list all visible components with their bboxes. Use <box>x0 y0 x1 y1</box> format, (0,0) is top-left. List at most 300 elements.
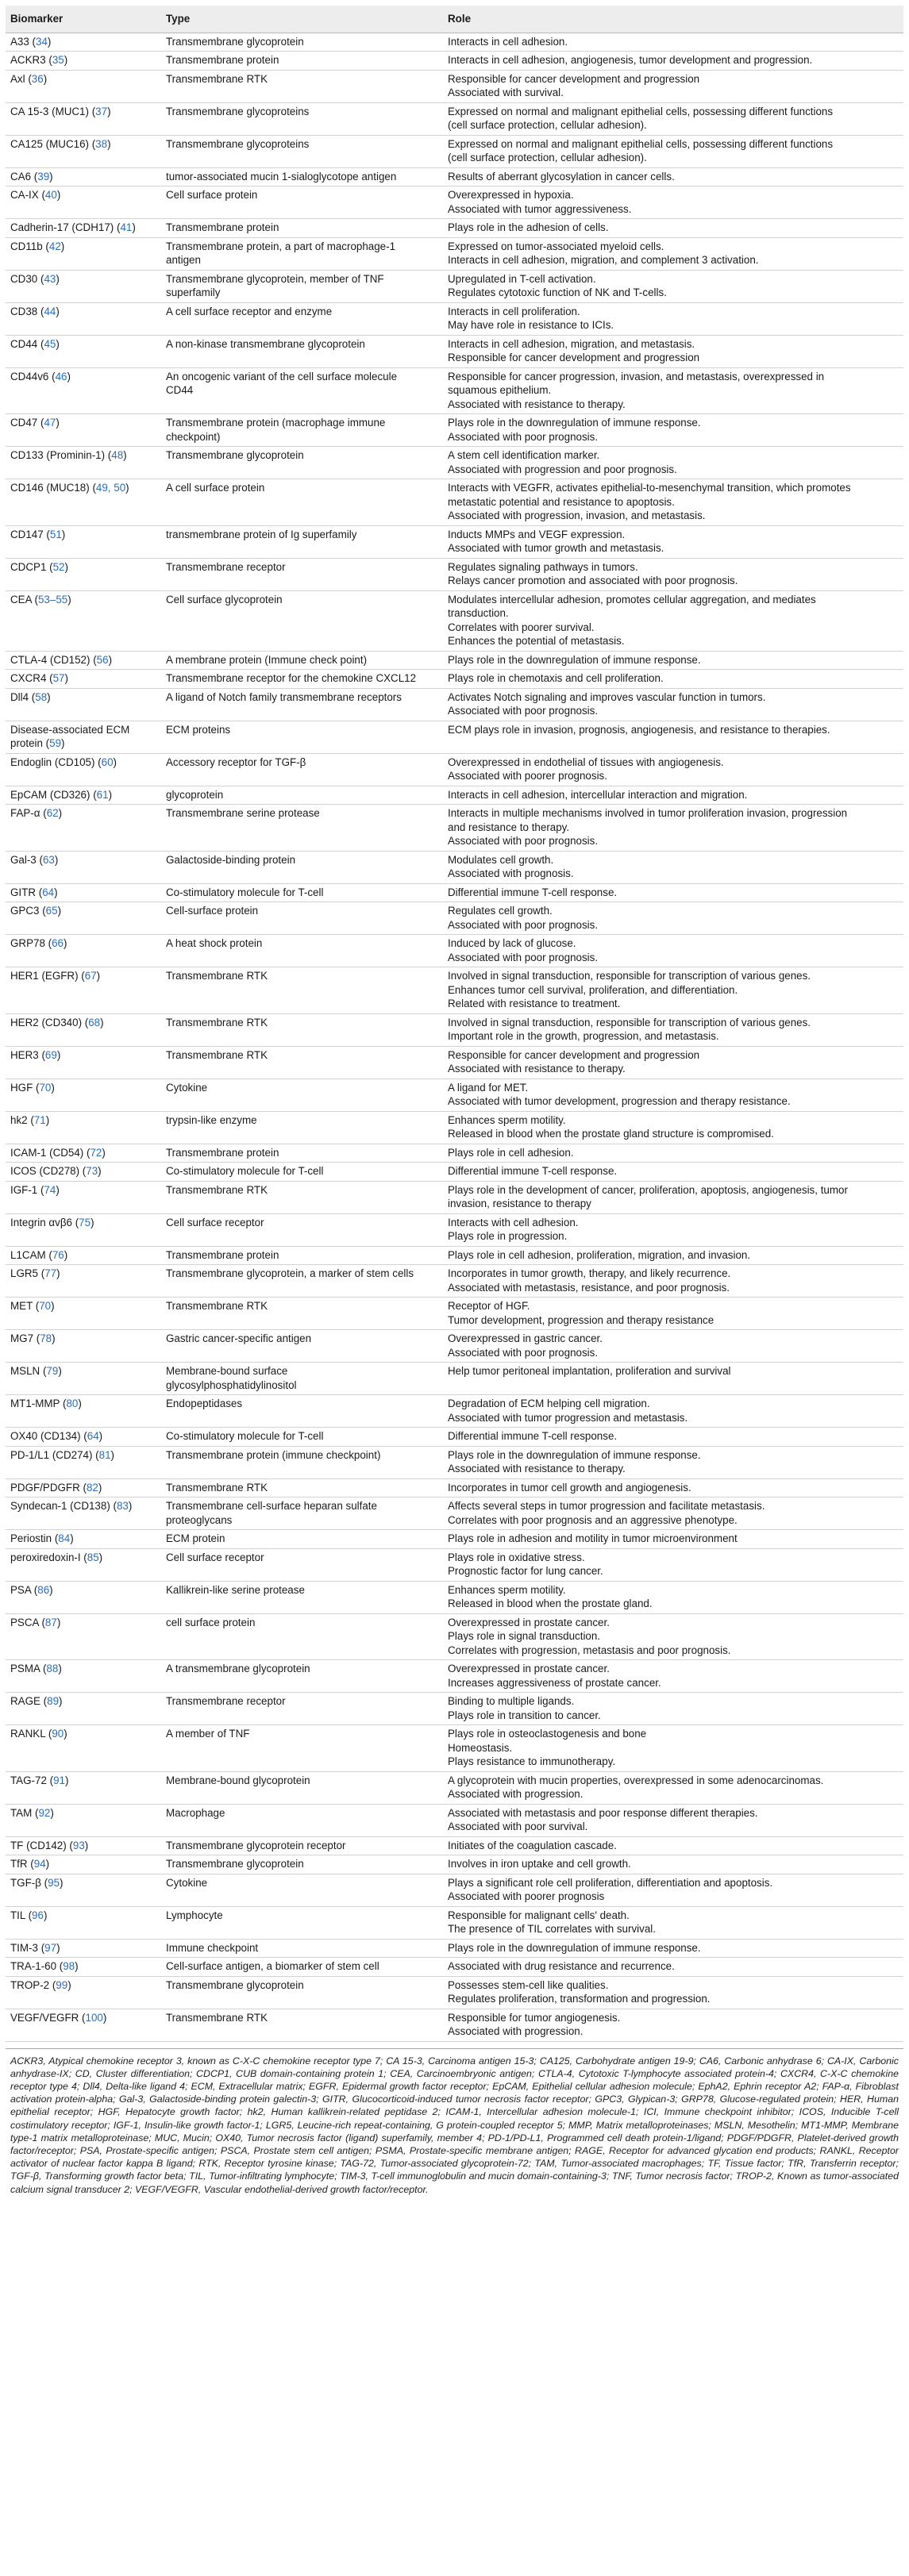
role-cell <box>443 670 903 689</box>
role-cell <box>443 1395 903 1428</box>
biomarker-table <box>6 6 903 2042</box>
biomarker-name-line: GPC3 (65) <box>10 905 62 917</box>
reference-link[interactable]: 64 <box>87 1430 99 1442</box>
reference-link[interactable]: 46 <box>55 370 67 383</box>
biomarker-cell <box>6 525 161 558</box>
biomarker-name-continued: protein <box>10 737 43 749</box>
biomarker-name-line: EpCAM (CD326) (61) <box>10 788 113 801</box>
role-cell <box>443 1265 903 1298</box>
reference-link[interactable]: 52 <box>52 560 65 573</box>
reference-link[interactable]: 35 <box>52 54 64 66</box>
type-line: checkpoint) <box>166 430 221 443</box>
header-biomarker: Biomarker <box>6 6 161 33</box>
type-line: Transmembrane RTK <box>166 1481 268 1494</box>
reference-link[interactable]: 97 <box>44 1941 57 1954</box>
role-line: Interacts in multiple mechanisms involved in tumor proliferation invasion, progression <box>448 807 848 819</box>
biomarker-name-line: Dll4 (58) <box>10 690 51 703</box>
biomarker-name-line: L1CAM (76) <box>10 1248 68 1261</box>
reference-link[interactable]: 70 <box>39 1300 52 1312</box>
biomarker-cell <box>6 1581 161 1613</box>
biomarker-cell <box>6 1836 161 1855</box>
table-row <box>6 1163 903 1182</box>
role-line: Plays role in oxidative stress. <box>448 1551 585 1563</box>
role-line: Interacts in cell adhesion, migration, and complement 3 activation. <box>448 254 759 266</box>
reference-link[interactable]: 89 <box>47 1695 60 1707</box>
table-row <box>6 102 903 135</box>
type-line: A cell surface protein <box>166 482 265 494</box>
table-row <box>6 1144 903 1163</box>
reference-link[interactable]: 70 <box>39 1081 52 1094</box>
role-line: Released in blood when the prostate gland structure is compromised. <box>448 1128 774 1140</box>
biomarker-name: PDGF/PDGFR <box>10 1481 80 1494</box>
role-line: Plays role in osteoclastogenesis and bone <box>448 1728 647 1740</box>
table-row <box>6 1874 903 1906</box>
type-line: Co-stimulatory molecule for T-cell <box>166 1165 324 1177</box>
role-cell <box>443 186 903 219</box>
biomarker-name-line: CA 15-3 (MUC1) (37) <box>10 105 111 117</box>
type-cell <box>161 1246 443 1265</box>
biomarker-cell <box>6 102 161 135</box>
biomarker-name: OX40 (CD134) <box>10 1430 81 1442</box>
type-line: Cell surface glycoprotein <box>166 593 283 606</box>
role-line: Plays role in progression. <box>448 1230 568 1242</box>
reference-link[interactable]: 69 <box>44 1048 57 1061</box>
biomarker-cell <box>6 1613 161 1660</box>
role-line: Correlates with poor prognosis and an aggressive phenotype. <box>448 1513 738 1526</box>
biomarker-name: CA125 (MUC16) <box>10 137 89 150</box>
reference-link[interactable]: 91 <box>53 1774 65 1786</box>
role-line: invasion, resistance to therapy <box>448 1198 591 1209</box>
reference-link[interactable]: 98 <box>63 1960 75 1972</box>
reference-link[interactable]: 37 <box>95 105 108 117</box>
biomarker-name: GPC3 <box>10 905 40 917</box>
type-line: A membrane protein (Immune check point) <box>166 653 368 666</box>
role-line: Related with resistance to treatment. <box>448 998 621 1009</box>
type-line: CD44 <box>166 384 194 396</box>
type-line: Immune checkpoint <box>166 1941 259 1954</box>
type-cell <box>161 1298 443 1330</box>
reference-link[interactable]: 60 <box>101 755 114 768</box>
reference-link[interactable]: 49, 50 <box>95 482 126 494</box>
reference-link[interactable]: 58 <box>35 690 48 703</box>
type-line: glycoprotein <box>166 788 224 801</box>
table-row <box>6 558 903 590</box>
biomarker-cell <box>6 1771 161 1804</box>
type-cell <box>161 219 443 238</box>
role-cell <box>443 525 903 558</box>
reference-link[interactable]: 79 <box>46 1365 59 1377</box>
role-cell <box>443 102 903 135</box>
reference-link[interactable]: 42 <box>48 240 61 252</box>
reference-link[interactable]: 39 <box>37 170 50 183</box>
biomarker-name: Axl <box>10 72 25 85</box>
role-line: (cell surface protection, cellular adhesion). <box>448 152 647 163</box>
reference-link[interactable]: 82 <box>86 1481 98 1494</box>
type-line: antigen <box>166 254 201 266</box>
biomarker-name-line: PSA (86) <box>10 1583 53 1596</box>
type-cell <box>161 1725 443 1772</box>
biomarker-name-line: CD44 (45) <box>10 337 60 350</box>
reference-link[interactable]: 75 <box>79 1216 91 1228</box>
role-line: Upregulated in T-cell activation. <box>448 272 596 285</box>
type-cell <box>161 1213 443 1246</box>
role-cell <box>443 1213 903 1246</box>
reference-link[interactable]: 71 <box>33 1113 46 1126</box>
role-line: Associated with progression. <box>448 2025 584 2037</box>
role-line: Interacts in cell adhesion, migration, and metastasis. <box>448 337 695 350</box>
reference-link[interactable]: 38 <box>95 137 108 150</box>
reference-link[interactable]: 95 <box>48 1876 60 1889</box>
biomarker-cell <box>6 935 161 967</box>
table-row <box>6 1836 903 1855</box>
type-cell <box>161 851 443 883</box>
role-line: Plays role in transition to cancer. <box>448 1709 601 1721</box>
biomarker-cell <box>6 1548 161 1581</box>
reference-link[interactable]: 41 <box>120 221 133 233</box>
role-line: Associated with poor prognosis. <box>448 918 599 931</box>
biomarker-name: IGF-1 <box>10 1183 38 1196</box>
role-cell <box>443 447 903 479</box>
table-row <box>6 753 903 786</box>
biomarker-name-line: GITR (64) <box>10 886 58 898</box>
reference-link[interactable]: 84 <box>58 1532 71 1544</box>
biomarker-name-line: PSMA (88) <box>10 1663 62 1674</box>
biomarker-name-line: RAGE (89) <box>10 1695 63 1707</box>
type-line: Transmembrane receptor for the chemokine CXCL12 <box>166 672 417 684</box>
role-line: Responsible for malignant cells' death. <box>448 1909 630 1921</box>
table-row <box>6 805 903 852</box>
biomarker-name-line: CA6 (39) <box>10 170 53 183</box>
role-line: Associated with poor prognosis. <box>448 835 599 847</box>
role-line: Interacts in cell adhesion, intercellular interaction and migration. <box>448 788 748 801</box>
role-line: Degradation of ECM helping cell migration. <box>448 1398 650 1409</box>
table-row <box>6 1078 903 1111</box>
type-cell <box>161 590 443 651</box>
type-cell <box>161 2009 443 2041</box>
biomarker-name: Endoglin (CD105) <box>10 755 95 768</box>
role-line: Expressed on tumor-associated myeloid cells. <box>448 240 664 252</box>
type-cell <box>161 1498 443 1530</box>
table-row <box>6 186 903 219</box>
type-cell <box>161 721 443 753</box>
type-line: Transmembrane RTK <box>166 1016 268 1028</box>
biomarker-name: A33 <box>10 35 29 48</box>
biomarker-name-line: CTLA-4 (CD152) (56) <box>10 653 113 666</box>
type-cell <box>161 1958 443 1977</box>
biomarker-cell <box>6 1660 161 1693</box>
reference-link[interactable]: 99 <box>56 1978 68 1991</box>
role-line: transduction. <box>448 607 509 619</box>
table-row <box>6 1330 903 1363</box>
reference-link[interactable]: 76 <box>52 1248 64 1261</box>
type-line: cell surface protein <box>166 1616 256 1628</box>
reference-link[interactable]: 57 <box>52 672 65 684</box>
role-cell <box>443 721 903 753</box>
header-type: Type <box>161 6 443 33</box>
table-row <box>6 1958 903 1977</box>
role-line: Expressed on normal and malignant epithelial cells, possessing different functions <box>448 105 834 117</box>
reference-link[interactable]: 86 <box>37 1583 50 1596</box>
type-cell <box>161 525 443 558</box>
biomarker-name-line: Gal-3 (63) <box>10 853 59 866</box>
biomarker-cell <box>6 1395 161 1428</box>
reference-link[interactable]: 68 <box>88 1016 101 1028</box>
role-line: Associated with poor prognosis. <box>448 705 599 717</box>
reference-link[interactable]: 64 <box>42 886 55 898</box>
biomarker-name: CD11b <box>10 240 43 252</box>
role-cell <box>443 335 903 367</box>
role-line: Increases aggressiveness of prostate cancer. <box>448 1676 661 1689</box>
type-cell <box>161 1144 443 1163</box>
type-line: Membrane-bound glycoprotein <box>166 1774 310 1786</box>
biomarker-name: TRA-1-60 <box>10 1960 57 1972</box>
table-row <box>6 525 903 558</box>
biomarker-cell <box>6 1111 161 1144</box>
reference-link[interactable]: 90 <box>52 1728 64 1740</box>
type-line: Cell surface receptor <box>166 1216 264 1228</box>
reference-link[interactable]: 66 <box>52 937 64 949</box>
reference-link[interactable]: 43 <box>44 272 56 285</box>
biomarker-cell <box>6 1298 161 1330</box>
role-line: A glycoprotein with mucin properties, overexpressed in some adenocarcinomas. <box>448 1774 824 1786</box>
type-line: Transmembrane glycoproteins <box>166 105 310 117</box>
role-cell <box>443 883 903 902</box>
reference-link[interactable]: 93 <box>72 1839 85 1851</box>
type-line: Cell surface protein <box>166 189 258 201</box>
role-line: A stem cell identification marker. <box>448 449 600 461</box>
role-line: A ligand for MET. <box>448 1081 529 1094</box>
type-line: Transmembrane glycoprotein, member of TNF <box>166 272 384 285</box>
biomarker-name: L1CAM <box>10 1248 46 1261</box>
reference-link[interactable]: 72 <box>90 1146 102 1159</box>
type-cell <box>161 414 443 447</box>
role-cell <box>443 1771 903 1804</box>
biomarker-name-line: CD11b (42) <box>10 240 65 252</box>
table-row <box>6 1428 903 1447</box>
reference-link[interactable]: 81 <box>98 1448 111 1461</box>
biomarker-name-line: Cadherin-17 (CDH17) (41) <box>10 221 136 233</box>
role-line: Overexpressed in prostate cancer. <box>448 1663 610 1674</box>
reference-link[interactable]: 47 <box>44 417 56 429</box>
role-line: Inducts MMPs and VEGF expression. <box>448 528 626 540</box>
type-line: proteoglycans <box>166 1513 233 1526</box>
biomarker-name: RANKL <box>10 1728 46 1740</box>
role-cell <box>443 1111 903 1144</box>
reference-link[interactable]: 100 <box>85 2011 103 2024</box>
biomarker-name-line: protein (59) <box>10 737 65 749</box>
reference-link[interactable]: 88 <box>46 1663 59 1674</box>
type-line: Transmembrane protein <box>166 221 279 233</box>
reference-link[interactable]: 87 <box>44 1616 57 1628</box>
biomarker-name-line: VEGF/VEGFR (100) <box>10 2011 107 2024</box>
biomarker-name: HGF <box>10 1081 33 1094</box>
role-line: The presence of TIL correlates with survival. <box>448 1923 656 1935</box>
biomarker-name: CA6 <box>10 170 32 183</box>
table-row <box>6 688 903 721</box>
reference-link[interactable]: 40 <box>44 189 57 201</box>
role-line: Enhances tumor cell survival, proliferation, and differentiation. <box>448 983 738 996</box>
reference-link[interactable]: 56 <box>96 653 109 666</box>
biomarker-name: EpCAM (CD326) <box>10 788 91 801</box>
biomarker-cell <box>6 1246 161 1265</box>
table-row <box>6 1855 903 1874</box>
reference-link[interactable]: 80 <box>66 1398 79 1409</box>
biomarker-name-line: peroxiredoxin-I (85) <box>10 1551 103 1563</box>
role-line: Important role in the growth, progression, and metastasis. <box>448 1030 719 1042</box>
type-cell <box>161 447 443 479</box>
role-line: Overexpressed in gastric cancer. <box>448 1332 603 1344</box>
type-line: Macrophage <box>166 1806 225 1819</box>
reference-link[interactable]: 85 <box>87 1551 99 1563</box>
biomarker-name-line: TROP-2 (99) <box>10 1978 71 1991</box>
table-row <box>6 1246 903 1265</box>
role-line: Relays cancer promotion and associated with poor prognosis. <box>448 575 738 586</box>
role-line: Affects several steps in tumor progression and facilitate metastasis. <box>448 1500 765 1512</box>
reference-link[interactable]: 44 <box>44 305 56 317</box>
biomarker-name-line: Endoglin (CD105) (60) <box>10 755 117 768</box>
reference-link[interactable]: 62 <box>46 807 59 819</box>
biomarker-name: CD44v6 <box>10 370 49 383</box>
reference-link[interactable]: 53–55 <box>37 593 68 606</box>
role-line: squamous epithelium. <box>448 384 552 396</box>
biomarker-cell <box>6 1013 161 1046</box>
role-line: Associated with progression. <box>448 1788 584 1800</box>
type-cell <box>161 883 443 902</box>
type-line: A transmembrane glycoprotein <box>166 1663 310 1674</box>
table-row <box>6 219 903 238</box>
biomarker-cell <box>6 670 161 689</box>
reference-link[interactable]: 51 <box>49 528 62 540</box>
role-cell <box>443 1144 903 1163</box>
type-cell <box>161 1428 443 1447</box>
role-line: Associated with tumor growth and metastasis. <box>448 542 664 554</box>
biomarker-name: TAM <box>10 1806 33 1819</box>
type-cell <box>161 1395 443 1428</box>
reference-link[interactable]: 77 <box>44 1267 57 1279</box>
role-line: Responsible for cancer development and progression <box>448 72 700 85</box>
type-line: trypsin-like enzyme <box>166 1113 257 1126</box>
role-cell <box>443 1939 903 1958</box>
type-cell <box>161 479 443 526</box>
reference-link[interactable]: 78 <box>40 1332 52 1344</box>
role-line: Initiates of the coagulation cascade. <box>448 1839 617 1851</box>
type-cell <box>161 1265 443 1298</box>
reference-link[interactable]: 34 <box>36 35 48 48</box>
role-line: Prognostic factor for lung cancer. <box>448 1565 603 1577</box>
biomarker-cell <box>6 335 161 367</box>
biomarker-cell <box>6 1804 161 1836</box>
table-row <box>6 367 903 414</box>
biomarker-cell <box>6 1958 161 1977</box>
biomarker-name-line: HER2 (CD340) (68) <box>10 1016 104 1028</box>
role-cell <box>443 1660 903 1693</box>
biomarker-name-line: ICAM-1 (CD54) (72) <box>10 1146 106 1159</box>
reference-link[interactable]: 61 <box>96 788 109 801</box>
biomarker-name: FAP-α <box>10 807 40 819</box>
biomarker-name-line: IGF-1 (74) <box>10 1183 60 1196</box>
role-cell <box>443 1498 903 1530</box>
biomarker-cell <box>6 414 161 447</box>
role-cell <box>443 1298 903 1330</box>
biomarker-name-line: ICOS (CD278) (73) <box>10 1165 102 1177</box>
role-cell <box>443 1163 903 1182</box>
type-line: Transmembrane protein <box>166 1146 279 1159</box>
biomarker-name-line: GRP78 (66) <box>10 937 67 949</box>
role-line: Associated with poor prognosis. <box>448 430 599 443</box>
type-line: Cell surface receptor <box>166 1551 264 1563</box>
reference-link[interactable]: 45 <box>44 337 56 350</box>
role-cell <box>443 1613 903 1660</box>
biomarker-cell <box>6 805 161 852</box>
type-line: transmembrane protein of Ig superfamily <box>166 528 357 540</box>
reference-link[interactable]: 59 <box>49 737 62 749</box>
biomarker-name-line: hk2 (71) <box>10 1113 50 1126</box>
reference-link[interactable]: 36 <box>31 72 44 85</box>
reference-link[interactable]: 74 <box>44 1183 56 1196</box>
role-cell <box>443 1874 903 1906</box>
role-line: and resistance to therapy. <box>448 821 570 833</box>
role-cell <box>443 367 903 414</box>
table-row <box>6 52 903 71</box>
biomarker-cell <box>6 902 161 935</box>
reference-link[interactable]: 73 <box>86 1165 98 1177</box>
role-line: Plays role in the downregulation of immune response. <box>448 1941 701 1954</box>
role-line: Plays role in the downregulation of immune response. <box>448 653 701 666</box>
table-row <box>6 1013 903 1046</box>
type-line: Transmembrane RTK <box>166 1183 268 1196</box>
reference-link[interactable]: 63 <box>42 853 55 866</box>
role-line: Associated with resistance to therapy. <box>448 1063 626 1075</box>
role-cell <box>443 479 903 526</box>
biomarker-name: Syndecan-1 (CD138) <box>10 1500 110 1512</box>
biomarker-cell <box>6 52 161 71</box>
reference-link[interactable]: 83 <box>116 1500 129 1512</box>
reference-link[interactable]: 48 <box>111 449 124 461</box>
reference-link[interactable]: 94 <box>33 1858 46 1870</box>
biomarker-cell <box>6 1530 161 1549</box>
table-row <box>6 1265 903 1298</box>
role-cell <box>443 237 903 270</box>
biomarker-name-line: CDCP1 (52) <box>10 560 68 573</box>
biomarker-name-line: Syndecan-1 (CD138) (83) <box>10 1500 133 1512</box>
biomarker-name-line: CA125 (MUC16) (38) <box>10 137 111 150</box>
biomarker-cell <box>6 1265 161 1298</box>
biomarker-name-line: A33 (34) <box>10 35 52 48</box>
role-line: Enhances the potential of metastasis. <box>448 635 625 647</box>
biomarker-cell <box>6 651 161 670</box>
biomarker-name: Dll4 <box>10 690 29 703</box>
reference-link[interactable]: 92 <box>38 1806 51 1819</box>
type-line: Transmembrane RTK <box>166 1048 268 1061</box>
role-line: Overexpressed in hypoxia. <box>448 189 574 201</box>
role-line: Associated with survival. <box>448 87 564 98</box>
biomarker-name-line: TAG-72 (91) <box>10 1774 69 1786</box>
table-row <box>6 1046 903 1078</box>
role-line: Plays role in chemotaxis and cell proliferation. <box>448 672 664 684</box>
table-row <box>6 1548 903 1581</box>
type-line: Cell-surface protein <box>166 905 259 917</box>
biomarker-name-line: MET (70) <box>10 1300 55 1312</box>
biomarker-cell <box>6 1163 161 1182</box>
reference-link[interactable]: 96 <box>32 1909 44 1921</box>
role-cell <box>443 1046 903 1078</box>
biomarker-name-line: OX40 (CD134) (64) <box>10 1430 103 1442</box>
reference-link[interactable]: 65 <box>45 905 58 917</box>
role-cell <box>443 1725 903 1772</box>
reference-link[interactable]: 67 <box>84 970 97 982</box>
biomarker-name: TIM-3 <box>10 1941 38 1954</box>
role-cell <box>443 1581 903 1613</box>
